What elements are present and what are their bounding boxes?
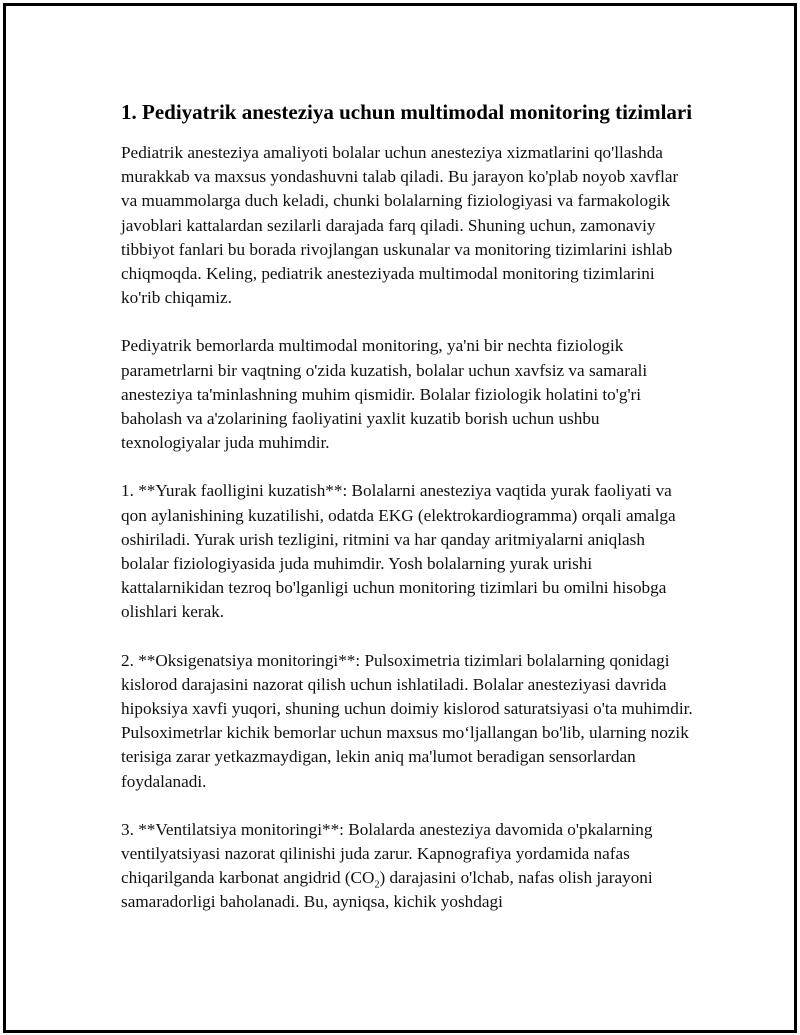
co2-subscript: 2: [374, 879, 380, 891]
paragraph-ventilation: [121, 818, 696, 915]
paragraph-cardiac: 1. **Yurak faolligini kuzatish**: Bolalarni anesteziya vaqtida yurak faoliyati va qon aylanishining kuzatilishi, odatda EKG (elektrokardiogramma) orqali amalga oshiriladi. Yurak urish tezligini, ritmini va har qanday aritmiyalarni aniqlash bolalar fiziologiyasida juda muhimdir. Yosh bolalarning yurak urishi kattalarnikidan tezroq bo'lganligi uchun monitoring tizimlari bu omilni hisobga olishlari kerak.: [121, 481, 676, 622]
page-frame: [3, 3, 797, 1033]
ventilation-text-end: ) darajasini o'lchab, nafas olish jarayoni samaradorligi baholanadi. Bu, ayniqsa, kichik yoshdagi: [121, 868, 653, 912]
paragraph-intro: Pediatrik anesteziya amaliyoti bolalar uchun anesteziya xizmatlarini qo'llashda murakkab va maxsus yondashuvni talab qiladi. Bu jarayon ko'plab noyob xavflar va muammolarga duch keladi, chunki bolalarning fiziologiyasi va farmakologik javoblari kattalardan sezilarli darajada farq qiladi. Shuning uchun, zamonaviy tibbiyot fanlari bu borada rivojlangan uskunalar va monitoring tizimlarini ishlab chiqmoqda. Keling, pediatrik anesteziyada multimodal monitoring tizimlarini ko'rib chiqamiz.: [121, 143, 679, 308]
section-heading: 1. Pediyatrik anesteziya uchun multimodal monitoring tizimlari: [121, 100, 693, 124]
ventilation-text-start: 3. **Ventilatsiya monitoringi**: Bolalarda anesteziya davomida o'pkalarning ventilyatsiyasi nazorat qilinishi juda zarur. Kapnografiya yordamida nafas chiqarilganda karbonat angidrid (CO: [121, 819, 653, 888]
document-body: [121, 98, 696, 939]
paragraph-oxygenation: 2. **Oksigenatsiya monitoringi**: Pulsoximetria tizimlari bolalarning qonidagi kislorod darajasini nazorat qilish uchun ishlatiladi. Bolalar anesteziyasi davrida hipoksiya xavfi yuqori, shuning uchun doimiy kislorod saturatsiyasi o'ta muhimdir. Pulsoximetrlar kichik bemorlar uchun maxsus moʻljallangan bo'lib, ularning nozik terisiga zarar yetkazmaydigan, lekin aniq ma'lumot beradigan sensorlardan foydalanadi.: [121, 650, 693, 791]
paragraph-multimodal: Pediyatrik bemorlarda multimodal monitoring, ya'ni bir nechta fiziologik parametrlarni bir vaqtning o'zida kuzatish, bolalar uchun xavfsiz va samarali anesteziya ta'minlashning muhim qismidir. Bolalar fiziologik holatini to'g'ri baholash va a'zolarining faoliyatini yaxlit kuzatib borish uchun ushbu texnologiyalar juda muhimdir.: [121, 336, 648, 453]
